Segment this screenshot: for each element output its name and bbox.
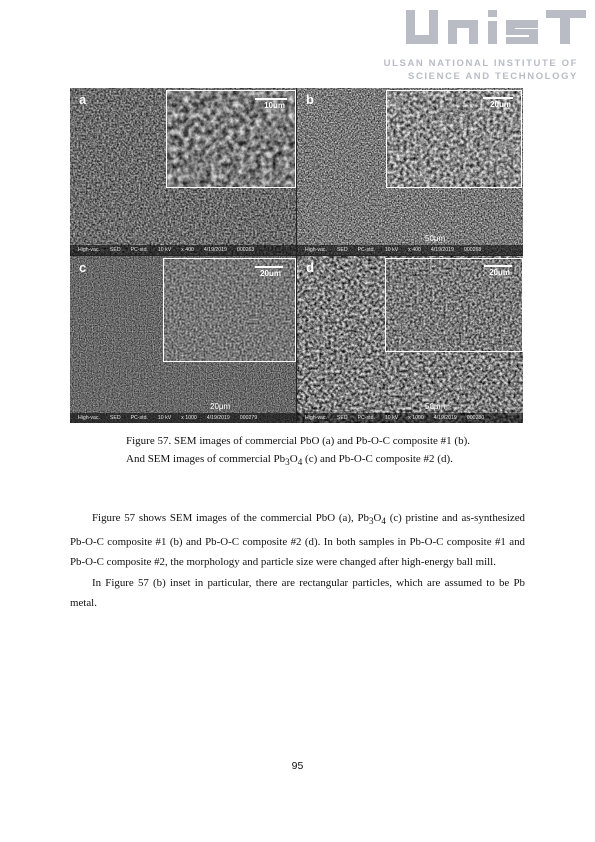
inset-c bbox=[163, 258, 296, 362]
paragraph-1: Figure 57 shows SEM images of the commercial PbO (a), $Pb_3O_4$ (c) pristine and as-synthesized Pb-O-C composite #1 (b) and Pb-O-C composite #2 (d). In both samples in Pb-O-C composite #1 and Pb-O-C composite #2, the morphology and particle size were changed after high-energy ball mill. bbox=[70, 512, 525, 569]
bottom-scale-label-d: 50μm bbox=[425, 402, 446, 411]
inset-scale-label-b: 20um bbox=[490, 100, 511, 109]
inset-scale-label-c: 20um bbox=[260, 269, 281, 278]
caption-line2: And SEM images of commercial $Pb_3O_4$ (c) and Pb-O-C composite #2 (d). bbox=[126, 452, 453, 467]
logo-text-line1: ULSAN NATIONAL INSTITUTE OF bbox=[383, 58, 578, 69]
sem-panel-c bbox=[70, 256, 296, 423]
sem-info-bar-d: High-vac. SED PC-std. 10 kV x 1000 4/19/2019 000280 bbox=[297, 413, 523, 423]
sem-info-bar-c: High-vac. SED PC-std. 10 kV x 1000 4/19/2019 000279 bbox=[70, 413, 296, 423]
inset-scale-bar-a bbox=[255, 98, 287, 100]
sem-panel-a bbox=[70, 88, 296, 255]
panel-label-a: a bbox=[79, 92, 87, 107]
panel-label-d: d bbox=[306, 260, 314, 275]
sem-panel-d bbox=[297, 256, 523, 423]
caption-line1: Figure 57. SEM images of commercial PbO (a) and Pb-O-C composite #1 (b). bbox=[126, 435, 470, 447]
inset-scale-bar-b bbox=[483, 97, 513, 99]
bottom-scale-label-c: 20μm bbox=[210, 402, 231, 411]
inset-scale-label-a: 10um bbox=[264, 101, 285, 110]
sem-panel-b bbox=[297, 88, 523, 255]
unist-logo bbox=[383, 8, 590, 88]
inset-scale-label-d: 20um bbox=[489, 268, 510, 277]
inset-b bbox=[386, 90, 522, 188]
sem-info-bar-a: High-vac. SED PC-std. 10 kV x 400 4/19/2019 000263 bbox=[70, 245, 296, 255]
panel-label-b: b bbox=[306, 92, 314, 107]
inset-a bbox=[166, 90, 296, 188]
paragraph-2: In Figure 57 (b) inset in particular, there are rectangular particles, which are assumed to be Pb metal. bbox=[70, 576, 525, 610]
figure-caption bbox=[126, 433, 546, 471]
sem-figure bbox=[70, 88, 523, 423]
panel-label-c: c bbox=[79, 260, 87, 275]
bottom-scale-label-b: 50μm bbox=[425, 234, 446, 243]
body-text bbox=[70, 508, 525, 614]
unist-logo-mark bbox=[404, 8, 588, 48]
sem-info-bar-b: High-vac. SED PC-std. 10 kV x 400 4/19/2019 000268 bbox=[297, 245, 523, 255]
inset-scale-bar-c bbox=[255, 266, 283, 268]
page-number: 95 bbox=[291, 760, 304, 772]
inset-d bbox=[385, 258, 523, 352]
logo-text-line2: SCIENCE AND TECHNOLOGY bbox=[408, 71, 578, 82]
inset-scale-bar-d bbox=[484, 265, 512, 267]
